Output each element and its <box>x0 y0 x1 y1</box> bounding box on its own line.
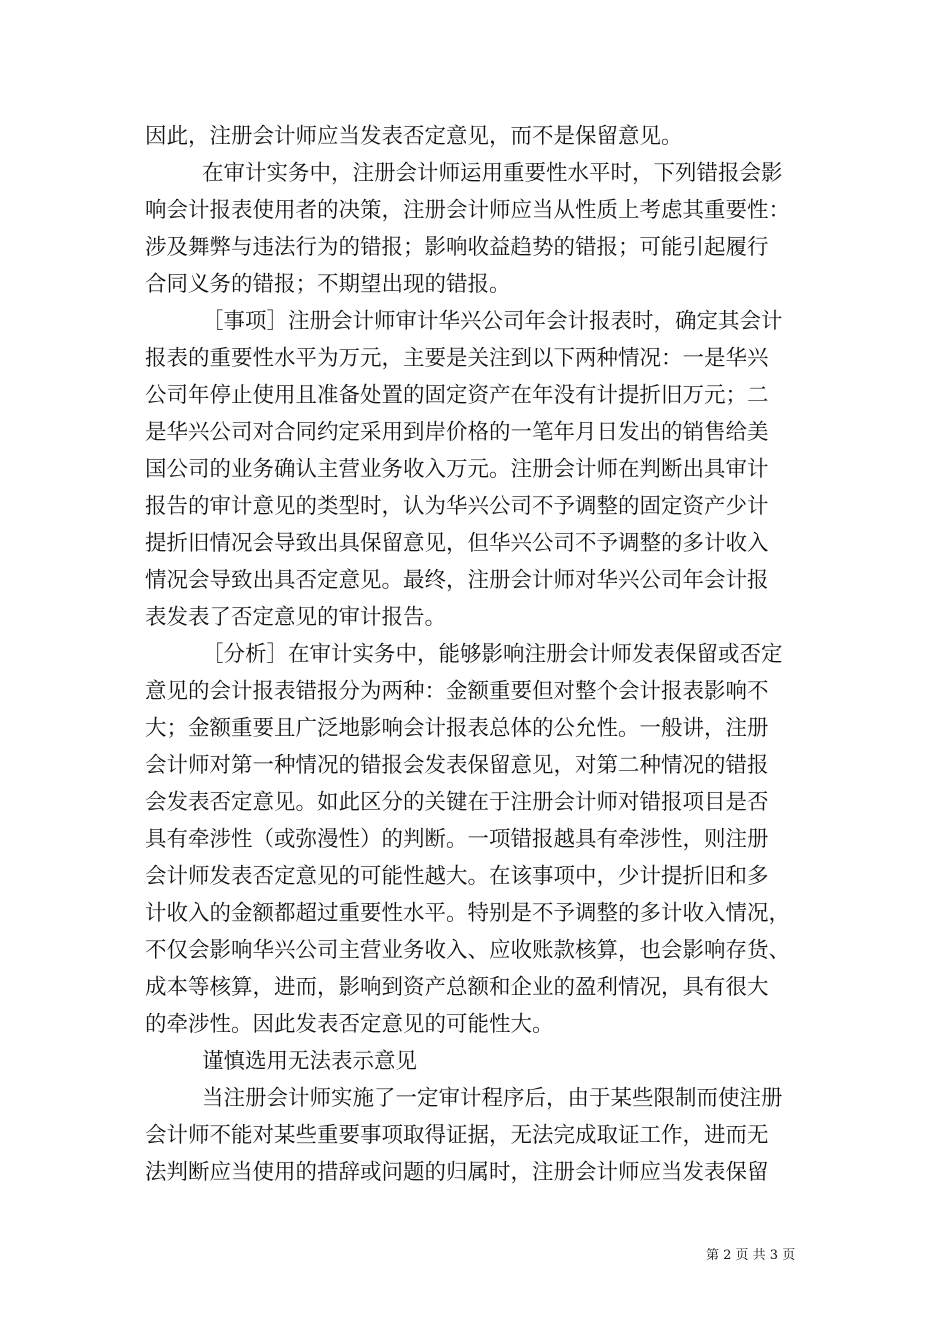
section-heading: 谨慎选用无法表示意见 <box>202 1049 418 1074</box>
text-line: 具有牵涉性（或弥漫性）的判断。一项错报越具有牵涉性，则注册 <box>145 827 769 852</box>
text-line: 计收入的金额都超过重要性水平。特别是不予调整的多计收入情况， <box>145 901 791 926</box>
text-line: 是华兴公司对合同约定采用到岸价格的一笔年月日发出的销售给美 <box>145 420 769 445</box>
text-line: 会计师发表否定意见的可能性越大。在该事项中，少计提折旧和多 <box>145 864 769 889</box>
text-line: 会计师不能对某些重要事项取得证据，无法完成取证工作，进而无 <box>145 1123 769 1148</box>
text-line: 大；金额重要且广泛地影响会计报表总体的公允性。一般讲，注册 <box>145 716 769 741</box>
page-number: 第 2 页 共 3 页 <box>706 1248 796 1263</box>
text-line: 成本等核算，进而，影响到资产总额和企业的盈利情况，具有很大 <box>145 975 769 1000</box>
text-line: 的牵涉性。因此发表否定意见的可能性大。 <box>145 1012 554 1037</box>
text-line: 不仅会影响华兴公司主营业务收入、应收账款核算，也会影响存货、 <box>145 938 791 963</box>
text-line: 会计师对第一种情况的错报会发表保留意见，对第二种情况的错报 <box>145 753 769 778</box>
text-line: 提折旧情况会导致出具保留意见，但华兴公司不予调整的多计收入 <box>145 531 769 556</box>
text-line: 公司年停止使用且准备处置的固定资产在年没有计提折旧万元；二 <box>145 383 769 408</box>
text-line: 意见的会计报表错报分为两种：金额重要但对整个会计报表影响不 <box>145 679 769 704</box>
text-line: 在审计实务中，注册会计师运用重要性水平时，下列错报会影 <box>202 161 783 186</box>
text-line: 报告的审计意见的类型时，认为华兴公司不予调整的固定资产少计 <box>145 494 769 519</box>
text-line: 情况会导致出具否定意见。最终，注册会计师对华兴公司年会计报 <box>145 568 769 593</box>
text-line: 会发表否定意见。如此区分的关键在于注册会计师对错报项目是否 <box>145 790 769 815</box>
text-line: 表发表了否定意见的审计报告。 <box>145 605 447 630</box>
text-line: 因此，注册会计师应当发表否定意见，而不是保留意见。 <box>145 124 683 149</box>
text-line: 报表的重要性水平为万元，主要是关注到以下两种情况：一是华兴 <box>145 346 769 371</box>
text-line: 响会计报表使用者的决策，注册会计师应当从性质上考虑其重要性： <box>145 198 791 223</box>
text-line: 当注册会计师实施了一定审计程序后，由于某些限制而使注册 <box>202 1086 783 1111</box>
text-line: 涉及舞弊与违法行为的错报；影响收益趋势的错报；可能引起履行 <box>145 235 769 260</box>
text-line: ［事项］注册会计师审计华兴公司年会计报表时，确定其会计 <box>202 309 783 334</box>
text-line: ［分析］在审计实务中，能够影响注册会计师发表保留或否定 <box>202 642 783 667</box>
text-line: 法判断应当使用的措辞或问题的归属时，注册会计师应当发表保留 <box>145 1160 769 1185</box>
text-line: 合同义务的错报；不期望出现的错报。 <box>145 272 511 297</box>
text-line: 国公司的业务确认主营业务收入万元。注册会计师在判断出具审计 <box>145 457 769 482</box>
